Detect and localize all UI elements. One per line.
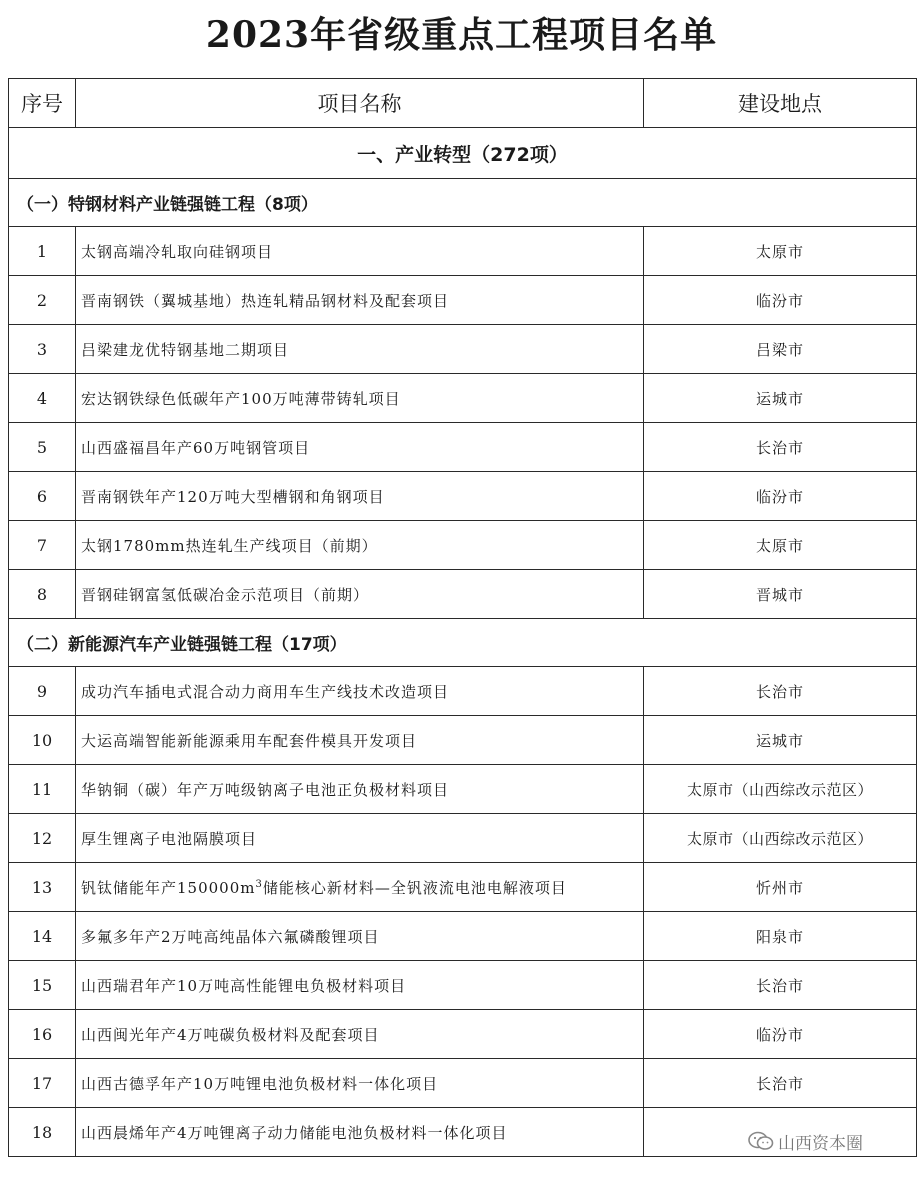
row-project-name: 山西盛福昌年产60万吨钢管项目	[76, 423, 644, 472]
row-project-name: 大运高端智能新能源乘用车配套件模具开发项目	[76, 716, 644, 765]
group-title: （一）特钢材料产业链强链工程（8项）	[9, 179, 917, 227]
row-location: 太原市（山西综改示范区）	[644, 814, 917, 863]
table-row	[9, 814, 917, 863]
section-row	[9, 128, 917, 179]
page-title: 2023年省级重点工程项目名单	[205, 14, 718, 56]
table-row	[9, 521, 917, 570]
table-row	[9, 765, 917, 814]
row-number: 7	[9, 521, 76, 570]
row-number: 16	[9, 1010, 76, 1059]
row-location: 太原市（山西综改示范区）	[644, 765, 917, 814]
row-number: 17	[9, 1059, 76, 1108]
table-row	[9, 863, 917, 912]
section-title: 一、产业转型（272项）	[9, 128, 917, 179]
row-project-name: 成功汽车插电式混合动力商用车生产线技术改造项目	[76, 667, 644, 716]
row-number: 11	[9, 765, 76, 814]
watermark-text: 山西资本圈	[778, 1133, 863, 1154]
row-number: 14	[9, 912, 76, 961]
table-row	[9, 667, 917, 716]
row-project-name: 晋南钢铁年产120万吨大型槽钢和角钢项目	[76, 472, 644, 521]
row-location: 运城市	[644, 374, 917, 423]
table-row	[9, 374, 917, 423]
table-row	[9, 325, 917, 374]
project-table	[8, 78, 917, 1157]
header-index: 序号	[9, 79, 76, 128]
row-location: 临汾市	[644, 276, 917, 325]
table-row	[9, 276, 917, 325]
row-project-name: 厚生锂离子电池隔膜项目	[76, 814, 644, 863]
group-row	[9, 619, 917, 667]
row-number: 8	[9, 570, 76, 619]
row-project-name: 山西瑞君年产10万吨高性能锂电负极材料项目	[76, 961, 644, 1010]
row-number: 15	[9, 961, 76, 1010]
row-number: 2	[9, 276, 76, 325]
row-location: 忻州市	[644, 863, 917, 912]
row-number: 9	[9, 667, 76, 716]
row-project-name: 宏达钢铁绿色低碳年产100万吨薄带铸轧项目	[76, 374, 644, 423]
row-project-name: 华钠铜（碳）年产万吨级钠离子电池正负极材料项目	[76, 765, 644, 814]
row-project-name: 多氟多年产2万吨高纯晶体六氟磷酸锂项目	[76, 912, 644, 961]
row-location: 长治市	[644, 667, 917, 716]
header-location: 建设地点	[644, 79, 917, 128]
row-project-name-part: 钒钛储能年产150000m	[81, 878, 256, 897]
row-number: 6	[9, 472, 76, 521]
row-number: 5	[9, 423, 76, 472]
row-location: 吕梁市	[644, 325, 917, 374]
row-project-name: 吕梁建龙优特钢基地二期项目	[76, 325, 644, 374]
group-row	[9, 179, 917, 227]
row-project-name-part: 储能核心新材料—全钒液流电池电解液项目	[262, 878, 567, 897]
table-row	[9, 570, 917, 619]
row-location: 运城市	[644, 716, 917, 765]
row-location: 太原市	[644, 521, 917, 570]
row-project-name: 太钢高端冷轧取向硅钢项目	[76, 227, 644, 276]
row-number: 18	[9, 1108, 76, 1157]
row-project-name	[76, 863, 644, 912]
row-project-name: 晋南钢铁（翼城基地）热连轧精品钢材料及配套项目	[76, 276, 644, 325]
row-location: 临汾市	[644, 472, 917, 521]
watermark	[742, 1127, 869, 1155]
header-name: 项目名称	[76, 79, 644, 128]
row-location: 临汾市	[644, 1010, 917, 1059]
table-row	[9, 423, 917, 472]
row-location: 长治市	[644, 961, 917, 1010]
table-header-row	[9, 79, 917, 128]
wechat-icon	[748, 1131, 774, 1151]
row-project-name: 山西古德孚年产10万吨锂电池负极材料一体化项目	[76, 1059, 644, 1108]
table-row	[9, 227, 917, 276]
table-row	[9, 472, 917, 521]
table-row	[9, 1010, 917, 1059]
row-project-name: 山西晨烯年产4万吨锂离子动力储能电池负极材料一体化项目	[76, 1108, 644, 1157]
group-title: （二）新能源汽车产业链强链工程（17项）	[9, 619, 917, 667]
table-row	[9, 912, 917, 961]
row-location: 长治市	[644, 1059, 917, 1108]
table-row	[9, 961, 917, 1010]
row-project-name: 晋钢硅钢富氢低碳冶金示范项目（前期）	[76, 570, 644, 619]
row-number: 4	[9, 374, 76, 423]
superscript-unit: 3	[255, 878, 263, 890]
row-number: 3	[9, 325, 76, 374]
table-row	[9, 716, 917, 765]
row-location: 太原市	[644, 227, 917, 276]
row-project-name: 山西闽光年产4万吨碳负极材料及配套项目	[76, 1010, 644, 1059]
row-number: 10	[9, 716, 76, 765]
row-location: 长治市	[644, 423, 917, 472]
row-number: 12	[9, 814, 76, 863]
row-project-name: 太钢1780mm热连轧生产线项目（前期）	[76, 521, 644, 570]
row-location: 晋城市	[644, 570, 917, 619]
row-number: 13	[9, 863, 76, 912]
row-location: 阳泉市	[644, 912, 917, 961]
table-row	[9, 1059, 917, 1108]
row-number: 1	[9, 227, 76, 276]
